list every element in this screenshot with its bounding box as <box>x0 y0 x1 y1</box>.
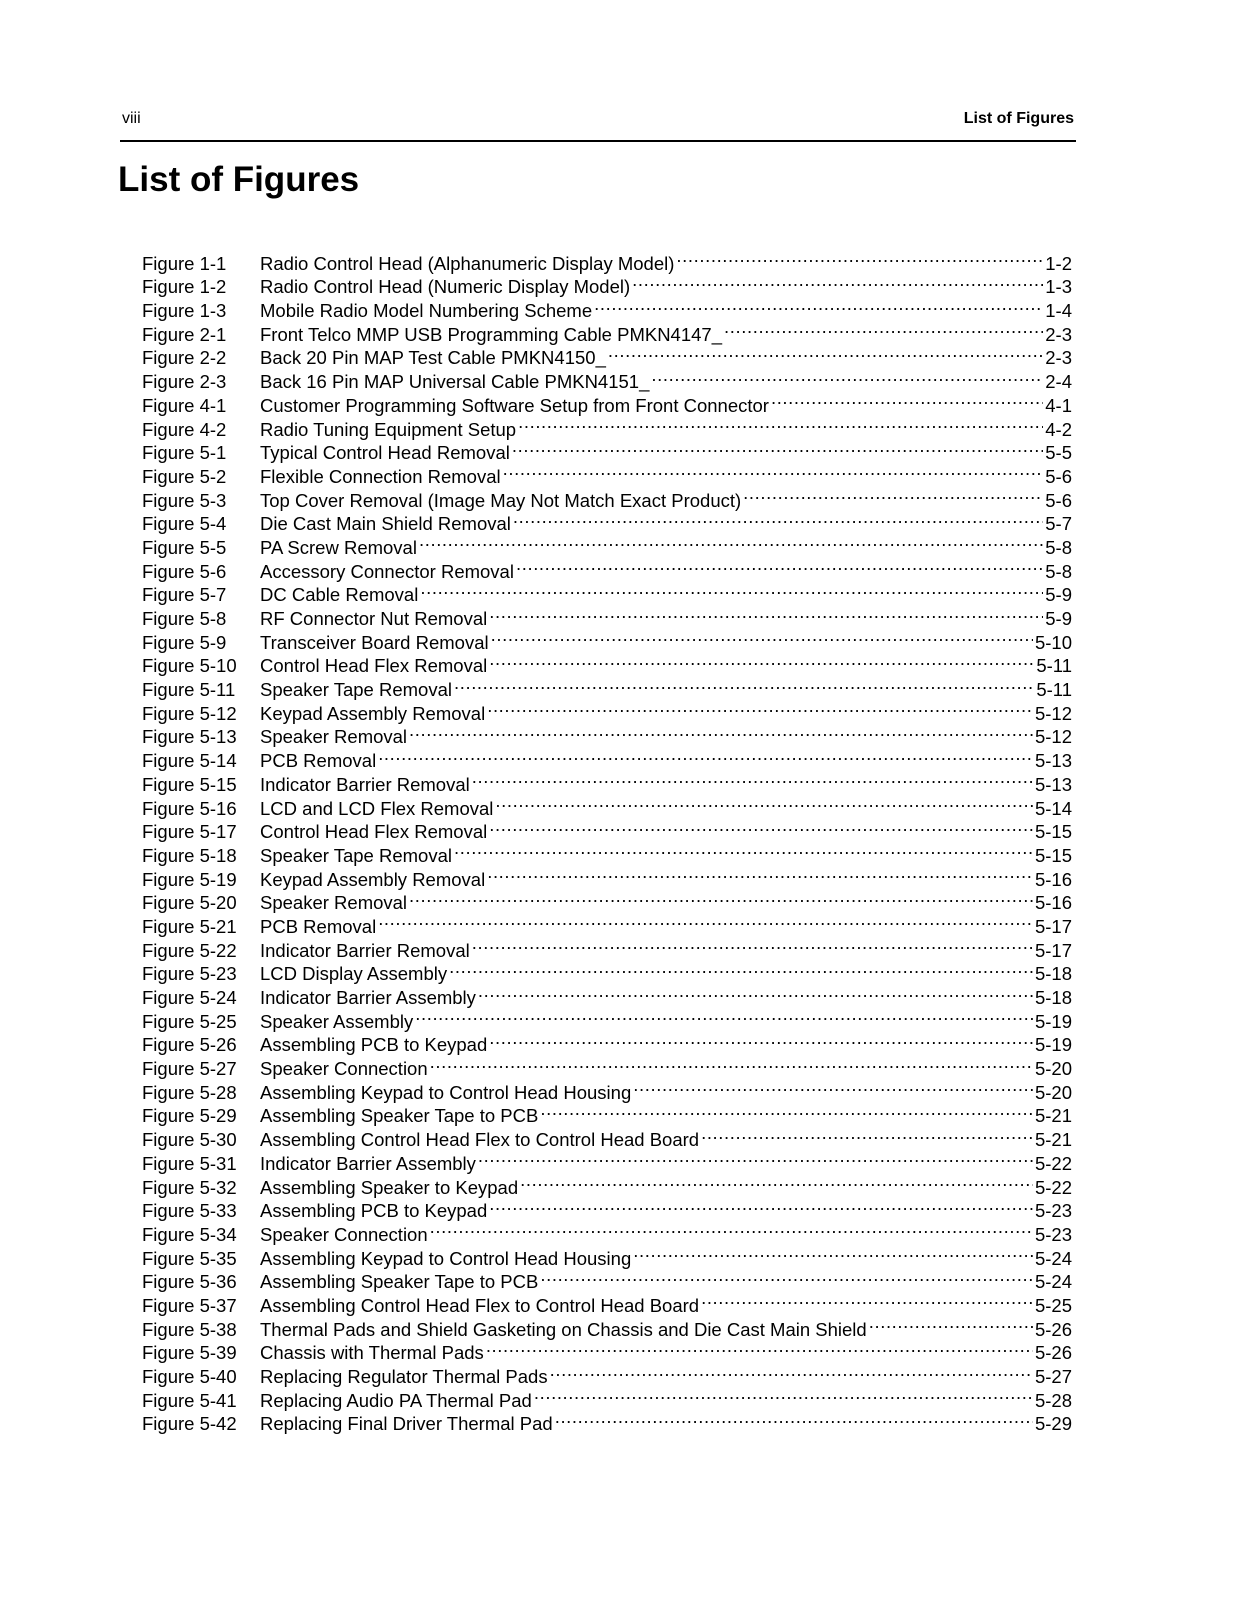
figure-list <box>142 246 1072 1435</box>
dot-leader <box>430 1051 1033 1075</box>
figure-number: Figure 5-41 <box>142 1389 237 1411</box>
figure-title: Radio Control Head (Alphanumeric Display Model) <box>260 252 675 274</box>
figure-title: Control Head Flex Removal <box>260 821 488 843</box>
dot-leader <box>449 957 1033 981</box>
dot-leader <box>651 364 1043 388</box>
figure-page: 5-16 <box>1034 892 1072 914</box>
dot-leader <box>478 980 1033 1004</box>
dot-leader <box>513 507 1043 531</box>
figure-page: 5-28 <box>1034 1389 1072 1411</box>
figure-page: 5-6 <box>1045 465 1072 487</box>
figure-number: Figure 5-10 <box>142 655 237 677</box>
figure-number: Figure 5-26 <box>142 1034 237 1056</box>
figure-number: Figure 5-33 <box>142 1200 237 1222</box>
figure-page: 5-19 <box>1034 1010 1072 1032</box>
figure-number: Figure 5-39 <box>142 1342 237 1364</box>
dot-leader <box>420 578 1043 602</box>
figure-title: Front Telco MMP USB Programming Cable PMKN4147_ <box>260 323 723 345</box>
figure-page: 4-2 <box>1045 418 1072 440</box>
figure-title: Replacing Final Driver Thermal Pad <box>260 1413 553 1435</box>
figure-title: Keypad Assembly Removal <box>260 702 486 724</box>
dot-leader <box>771 388 1043 412</box>
figure-title: Chassis with Thermal Pads <box>260 1342 484 1364</box>
dot-leader <box>415 1004 1033 1028</box>
figure-page: 5-23 <box>1034 1223 1072 1245</box>
dot-leader <box>534 1383 1033 1407</box>
figure-number: Figure 1-3 <box>142 300 227 322</box>
figure-title: Back 16 Pin MAP Universal Cable PMKN4151_ <box>260 371 650 393</box>
dot-leader <box>516 554 1043 578</box>
figure-number: Figure 1-2 <box>142 276 227 298</box>
dot-leader <box>633 1075 1033 1099</box>
figure-title: PCB Removal <box>260 750 377 772</box>
dot-leader <box>486 1336 1033 1360</box>
dot-leader <box>676 246 1043 270</box>
figure-number: Figure 5-38 <box>142 1318 237 1340</box>
dot-leader <box>378 909 1033 933</box>
figure-number: Figure 5-21 <box>142 915 237 937</box>
figure-title: Radio Tuning Equipment Setup <box>260 418 517 440</box>
dot-leader <box>550 1359 1033 1383</box>
figure-title: Speaker Connection <box>260 1223 428 1245</box>
dot-leader <box>594 293 1043 317</box>
dot-leader <box>472 933 1033 957</box>
dot-leader <box>419 530 1043 554</box>
figure-entry[interactable] <box>142 246 1072 274</box>
figure-number: Figure 2-2 <box>142 347 227 369</box>
figure-title: Indicator Barrier Assembly <box>260 987 476 1008</box>
figure-number: Figure 5-30 <box>142 1129 237 1151</box>
figure-page: 5-14 <box>1034 797 1072 819</box>
figure-page: 5-6 <box>1045 489 1072 511</box>
figure-number: Figure 5-42 <box>142 1413 237 1435</box>
figure-page: 2-3 <box>1045 323 1072 345</box>
figure-title: LCD and LCD Flex Removal <box>260 797 494 819</box>
figure-title: LCD Display Assembly <box>260 963 448 985</box>
dot-leader <box>454 838 1033 862</box>
figure-title: Customer Programming Software Setup from Front Connector <box>260 394 769 416</box>
figure-title: Thermal Pads and Shield Gasketing on Chassis and Die Cast Main Shield <box>260 1318 867 1340</box>
figure-page: 5-27 <box>1034 1366 1072 1387</box>
figure-number: Figure 5-37 <box>142 1294 237 1316</box>
figure-page: 5-20 <box>1034 1081 1072 1103</box>
figure-number: Figure 5-2 <box>142 465 227 487</box>
figure-page: 5-12 <box>1034 702 1072 724</box>
dot-leader <box>489 815 1033 839</box>
figure-number: Figure 2-1 <box>142 323 227 345</box>
figure-page: 5-18 <box>1034 963 1072 985</box>
figure-title: Mobile Radio Model Numbering Scheme <box>260 300 593 322</box>
dot-leader <box>487 696 1033 720</box>
figure-page: 5-23 <box>1034 1200 1072 1222</box>
figure-page: 5-11 <box>1036 679 1072 701</box>
figure-number: Figure 4-2 <box>142 418 227 440</box>
figure-number: Figure 5-9 <box>142 631 227 653</box>
figure-number: Figure 5-22 <box>142 939 237 961</box>
figure-page: 5-7 <box>1045 513 1072 535</box>
figure-page: 5-8 <box>1045 536 1072 558</box>
figure-title: PA Screw Removal <box>260 536 417 558</box>
figure-title: Replacing Regulator Thermal Pads <box>260 1366 548 1387</box>
header-rule <box>120 140 1076 142</box>
figure-page: 5-5 <box>1045 442 1072 464</box>
figure-number: Figure 5-1 <box>142 442 227 464</box>
figure-page: 5-9 <box>1045 608 1072 629</box>
dot-leader <box>701 1122 1033 1146</box>
figure-number: Figure 5-40 <box>142 1366 237 1387</box>
figure-page: 5-22 <box>1034 1176 1072 1198</box>
figure-title: Assembling Control Head Flex to Control Head Board <box>260 1294 700 1316</box>
figure-title: Typical Control Head Removal <box>260 442 510 464</box>
figure-page: 5-25 <box>1034 1294 1072 1316</box>
dot-leader <box>632 270 1043 294</box>
dot-leader <box>409 720 1033 744</box>
dot-leader <box>724 317 1043 341</box>
figure-number: Figure 5-34 <box>142 1223 237 1245</box>
figure-title: Die Cast Main Shield Removal <box>260 513 511 535</box>
figure-number: Figure 5-3 <box>142 489 227 511</box>
figure-page: 2-4 <box>1045 371 1072 393</box>
figure-page: 5-21 <box>1034 1105 1072 1127</box>
figure-page: 5-19 <box>1034 1034 1072 1056</box>
figure-number: Figure 5-35 <box>142 1247 237 1269</box>
page-header <box>122 110 1074 130</box>
dot-leader <box>701 1288 1033 1312</box>
figure-page: 5-24 <box>1034 1271 1072 1293</box>
figure-number: Figure 5-25 <box>142 1010 237 1032</box>
figure-title: Speaker Removal <box>260 892 408 914</box>
figure-number: Figure 5-24 <box>142 987 237 1008</box>
figure-title: Assembling Keypad to Control Head Housing <box>260 1081 632 1103</box>
figure-title: Assembling Speaker Tape to PCB <box>260 1105 539 1127</box>
figure-number: Figure 5-20 <box>142 892 237 914</box>
dot-leader <box>478 1146 1033 1170</box>
figure-title: Indicator Barrier Removal <box>260 939 470 961</box>
figure-number: Figure 5-12 <box>142 702 237 724</box>
figure-page: 5-11 <box>1036 655 1072 677</box>
dot-leader <box>540 1099 1033 1123</box>
figure-title: Speaker Connection <box>260 1058 428 1080</box>
dot-leader <box>869 1312 1033 1336</box>
figure-page: 5-29 <box>1034 1413 1072 1435</box>
figure-page: 5-12 <box>1034 726 1072 748</box>
figure-page: 5-8 <box>1045 560 1072 582</box>
dot-leader <box>454 672 1034 696</box>
figure-page: 5-26 <box>1034 1342 1072 1364</box>
figure-number: Figure 5-28 <box>142 1081 237 1103</box>
dot-leader <box>633 1241 1033 1265</box>
dot-leader <box>518 412 1043 436</box>
dot-leader <box>495 791 1033 815</box>
dot-leader <box>491 625 1033 649</box>
figure-title: Assembling PCB to Keypad <box>260 1034 488 1056</box>
page-title: List of Figures <box>118 160 360 199</box>
figure-number: Figure 5-13 <box>142 726 237 748</box>
figure-number: Figure 5-16 <box>142 797 237 819</box>
figure-page: 5-13 <box>1034 773 1072 795</box>
running-title: List of Figures <box>963 110 1074 127</box>
figure-title: Radio Control Head (Numeric Display Model) <box>260 276 631 298</box>
figure-title: Assembling Control Head Flex to Control Head Board <box>260 1129 700 1151</box>
figure-page: 5-22 <box>1034 1152 1072 1174</box>
dot-leader <box>409 886 1033 910</box>
figure-page: 5-15 <box>1034 821 1072 843</box>
figure-number: Figure 5-15 <box>142 773 237 795</box>
dot-leader <box>608 341 1043 365</box>
figure-title: Assembling PCB to Keypad <box>260 1200 488 1222</box>
dot-leader <box>472 767 1033 791</box>
figure-title: Accessory Connector Removal <box>260 560 514 582</box>
dot-leader <box>378 743 1033 767</box>
figure-number: Figure 5-17 <box>142 821 237 843</box>
figure-number: Figure 5-31 <box>142 1152 237 1174</box>
figure-page: 1-3 <box>1045 276 1072 298</box>
figure-number: Figure 5-11 <box>142 679 236 701</box>
figure-title: Speaker Tape Removal <box>260 844 452 866</box>
figure-number: Figure 5-27 <box>142 1058 237 1080</box>
figure-number: Figure 5-23 <box>142 963 237 985</box>
figure-title: Keypad Assembly Removal <box>260 868 486 890</box>
figure-title: Indicator Barrier Removal <box>260 773 470 795</box>
figure-title: Back 20 Pin MAP Test Cable PMKN4150_ <box>260 347 606 369</box>
figure-page: 5-21 <box>1034 1129 1072 1151</box>
figure-page: 5-20 <box>1034 1058 1072 1080</box>
figure-page: 5-13 <box>1034 750 1072 772</box>
figure-title: Replacing Audio PA Thermal Pad <box>260 1389 532 1411</box>
figure-page: 5-17 <box>1034 939 1072 961</box>
figure-title: PCB Removal <box>260 915 377 937</box>
figure-page: 5-26 <box>1034 1318 1072 1340</box>
figure-title: DC Cable Removal <box>260 584 419 606</box>
dot-leader <box>430 1217 1033 1241</box>
figure-title: Assembling Speaker Tape to PCB <box>260 1271 539 1293</box>
figure-number: Figure 4-1 <box>142 394 227 416</box>
figure-page: 5-18 <box>1034 987 1072 1008</box>
figure-page: 5-15 <box>1034 844 1072 866</box>
figure-number: Figure 5-29 <box>142 1105 237 1127</box>
figure-page: 1-4 <box>1045 300 1072 322</box>
figure-number: Figure 5-6 <box>142 560 227 582</box>
figure-number: Figure 5-7 <box>142 584 227 606</box>
dot-leader <box>520 1170 1033 1194</box>
figure-page: 1-2 <box>1045 252 1072 274</box>
figure-page: 5-10 <box>1034 631 1072 653</box>
dot-leader <box>489 649 1034 673</box>
figure-number: Figure 1-1 <box>142 252 227 274</box>
dot-leader <box>743 483 1043 507</box>
figure-page: 5-24 <box>1034 1247 1072 1269</box>
dot-leader <box>487 862 1033 886</box>
figure-number: Figure 5-36 <box>142 1271 237 1293</box>
dot-leader <box>489 601 1043 625</box>
figure-title: Speaker Assembly <box>260 1010 414 1032</box>
figure-number: Figure 5-19 <box>142 868 237 890</box>
figure-number: Figure 5-18 <box>142 844 237 866</box>
page-number: viii <box>122 110 141 127</box>
figure-number: Figure 5-32 <box>142 1176 237 1198</box>
dot-leader <box>489 1028 1033 1052</box>
figure-title: Control Head Flex Removal <box>260 655 488 677</box>
figure-title: Speaker Tape Removal <box>260 679 452 701</box>
figure-title: Indicator Barrier Assembly <box>260 1152 476 1174</box>
figure-number: Figure 5-8 <box>142 608 227 629</box>
figure-page: 5-9 <box>1045 584 1072 606</box>
figure-title: Assembling Speaker to Keypad <box>260 1176 519 1198</box>
figure-title: Flexible Connection Removal <box>260 465 501 487</box>
dot-leader <box>540 1265 1033 1289</box>
figure-number: Figure 5-4 <box>142 513 227 535</box>
figure-number: Figure 5-14 <box>142 750 237 772</box>
figure-page: 2-3 <box>1045 347 1072 369</box>
figure-title: Top Cover Removal (Image May Not Match Exact Product) <box>260 489 742 511</box>
figure-title: RF Connector Nut Removal <box>260 608 488 629</box>
dot-leader <box>512 436 1043 460</box>
figure-page: 4-1 <box>1045 394 1072 416</box>
figure-page: 5-16 <box>1034 868 1072 890</box>
dot-leader <box>555 1407 1033 1431</box>
figure-number: Figure 2-3 <box>142 371 227 393</box>
dot-leader <box>489 1194 1033 1218</box>
figure-number: Figure 5-5 <box>142 536 227 558</box>
figure-title: Assembling Keypad to Control Head Housing <box>260 1247 632 1269</box>
figure-page: 5-17 <box>1034 915 1072 937</box>
figure-title: Transceiver Board Removal <box>260 631 489 653</box>
figure-title: Speaker Removal <box>260 726 408 748</box>
dot-leader <box>503 459 1044 483</box>
